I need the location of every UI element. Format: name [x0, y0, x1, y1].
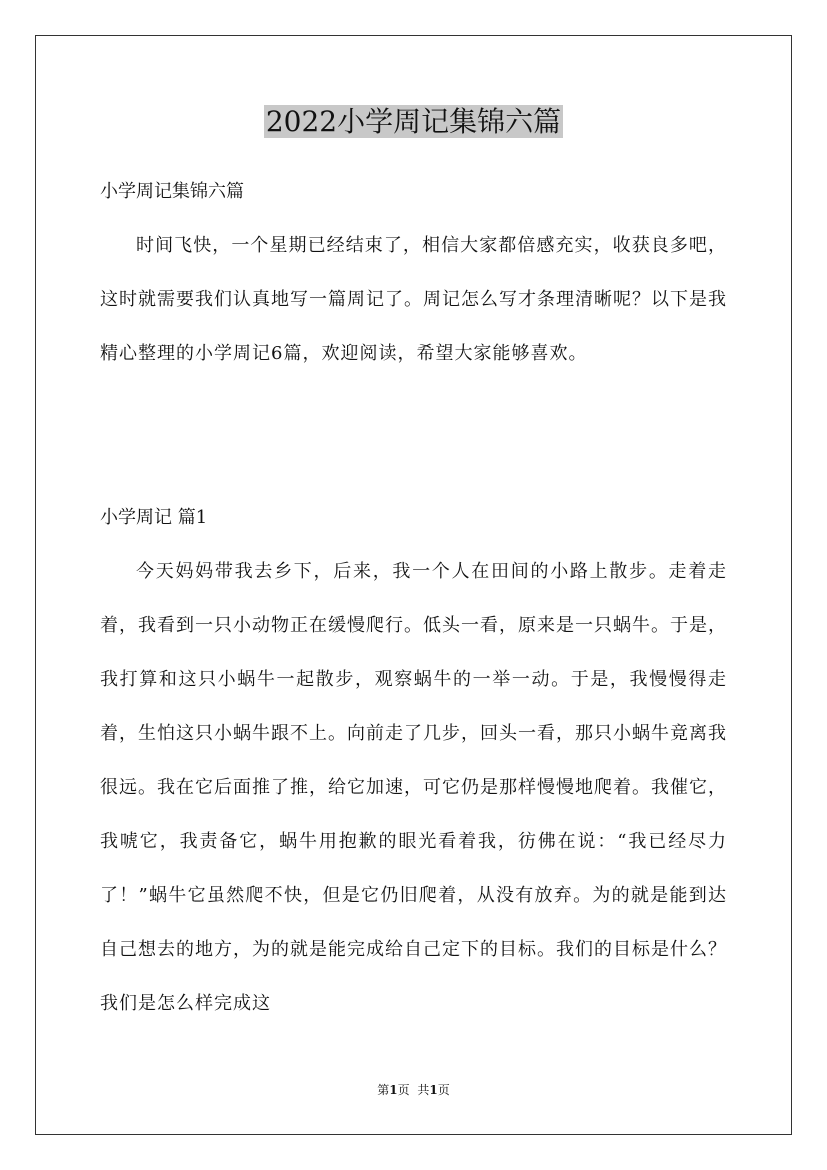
document-title [0, 100, 827, 144]
footer-total-suffix: 页 [437, 1083, 450, 1097]
document-title-text: 2022小学周记集锦六篇 [265, 105, 562, 138]
intro-paragraph: 时间飞快，一个星期已经结束了，相信大家都倍感充实，收获良多吧，这时就需要我们认真地写一篇周记了。周记怎么写才条理清晰呢？以下是我精心整理的小学周记6篇，欢迎阅读，希望大家能够喜欢。 [100, 235, 727, 364]
section-1-paragraph: 今天妈妈带我去乡下，后来，我一个人在田间的小路上散步。走着走着，我看到一只小动物正在缓慢爬行。低头一看，原来是一只蜗牛。于是，我打算和这只小蜗牛一起散步，观察蜗牛的一举一动。于是，我慢慢得走着，生怕这只小蜗牛跟不上。向前走了几步，回头一看，那只小蜗牛竟离我很远。我在它后面推了推，给它加速，可它仍是那样慢慢地爬着。我催它，我唬它，我责备它，蜗牛用抱歉的眼光看着我，彷佛在说：“我已经尽力了！”蜗牛它虽然爬不快，但是它仍旧爬着，从没有放弃。为的就是能到达自己想去的地方，为的就是能完成给自己定下的目标。我们的目标是什么？我们是怎么样完成这 [100, 561, 727, 1014]
page-footer [0, 1081, 827, 1099]
section-1-heading: 小学周记 篇1 [100, 507, 208, 528]
footer-page-prefix: 第 [377, 1083, 390, 1097]
footer-page-suffix: 页 [397, 1083, 410, 1097]
footer-total-number: 1 [429, 1083, 438, 1097]
footer-total-prefix: 共 [417, 1083, 430, 1097]
footer-page-number: 1 [389, 1083, 398, 1097]
document-subtitle: 小学周记集锦六篇 [100, 181, 244, 202]
